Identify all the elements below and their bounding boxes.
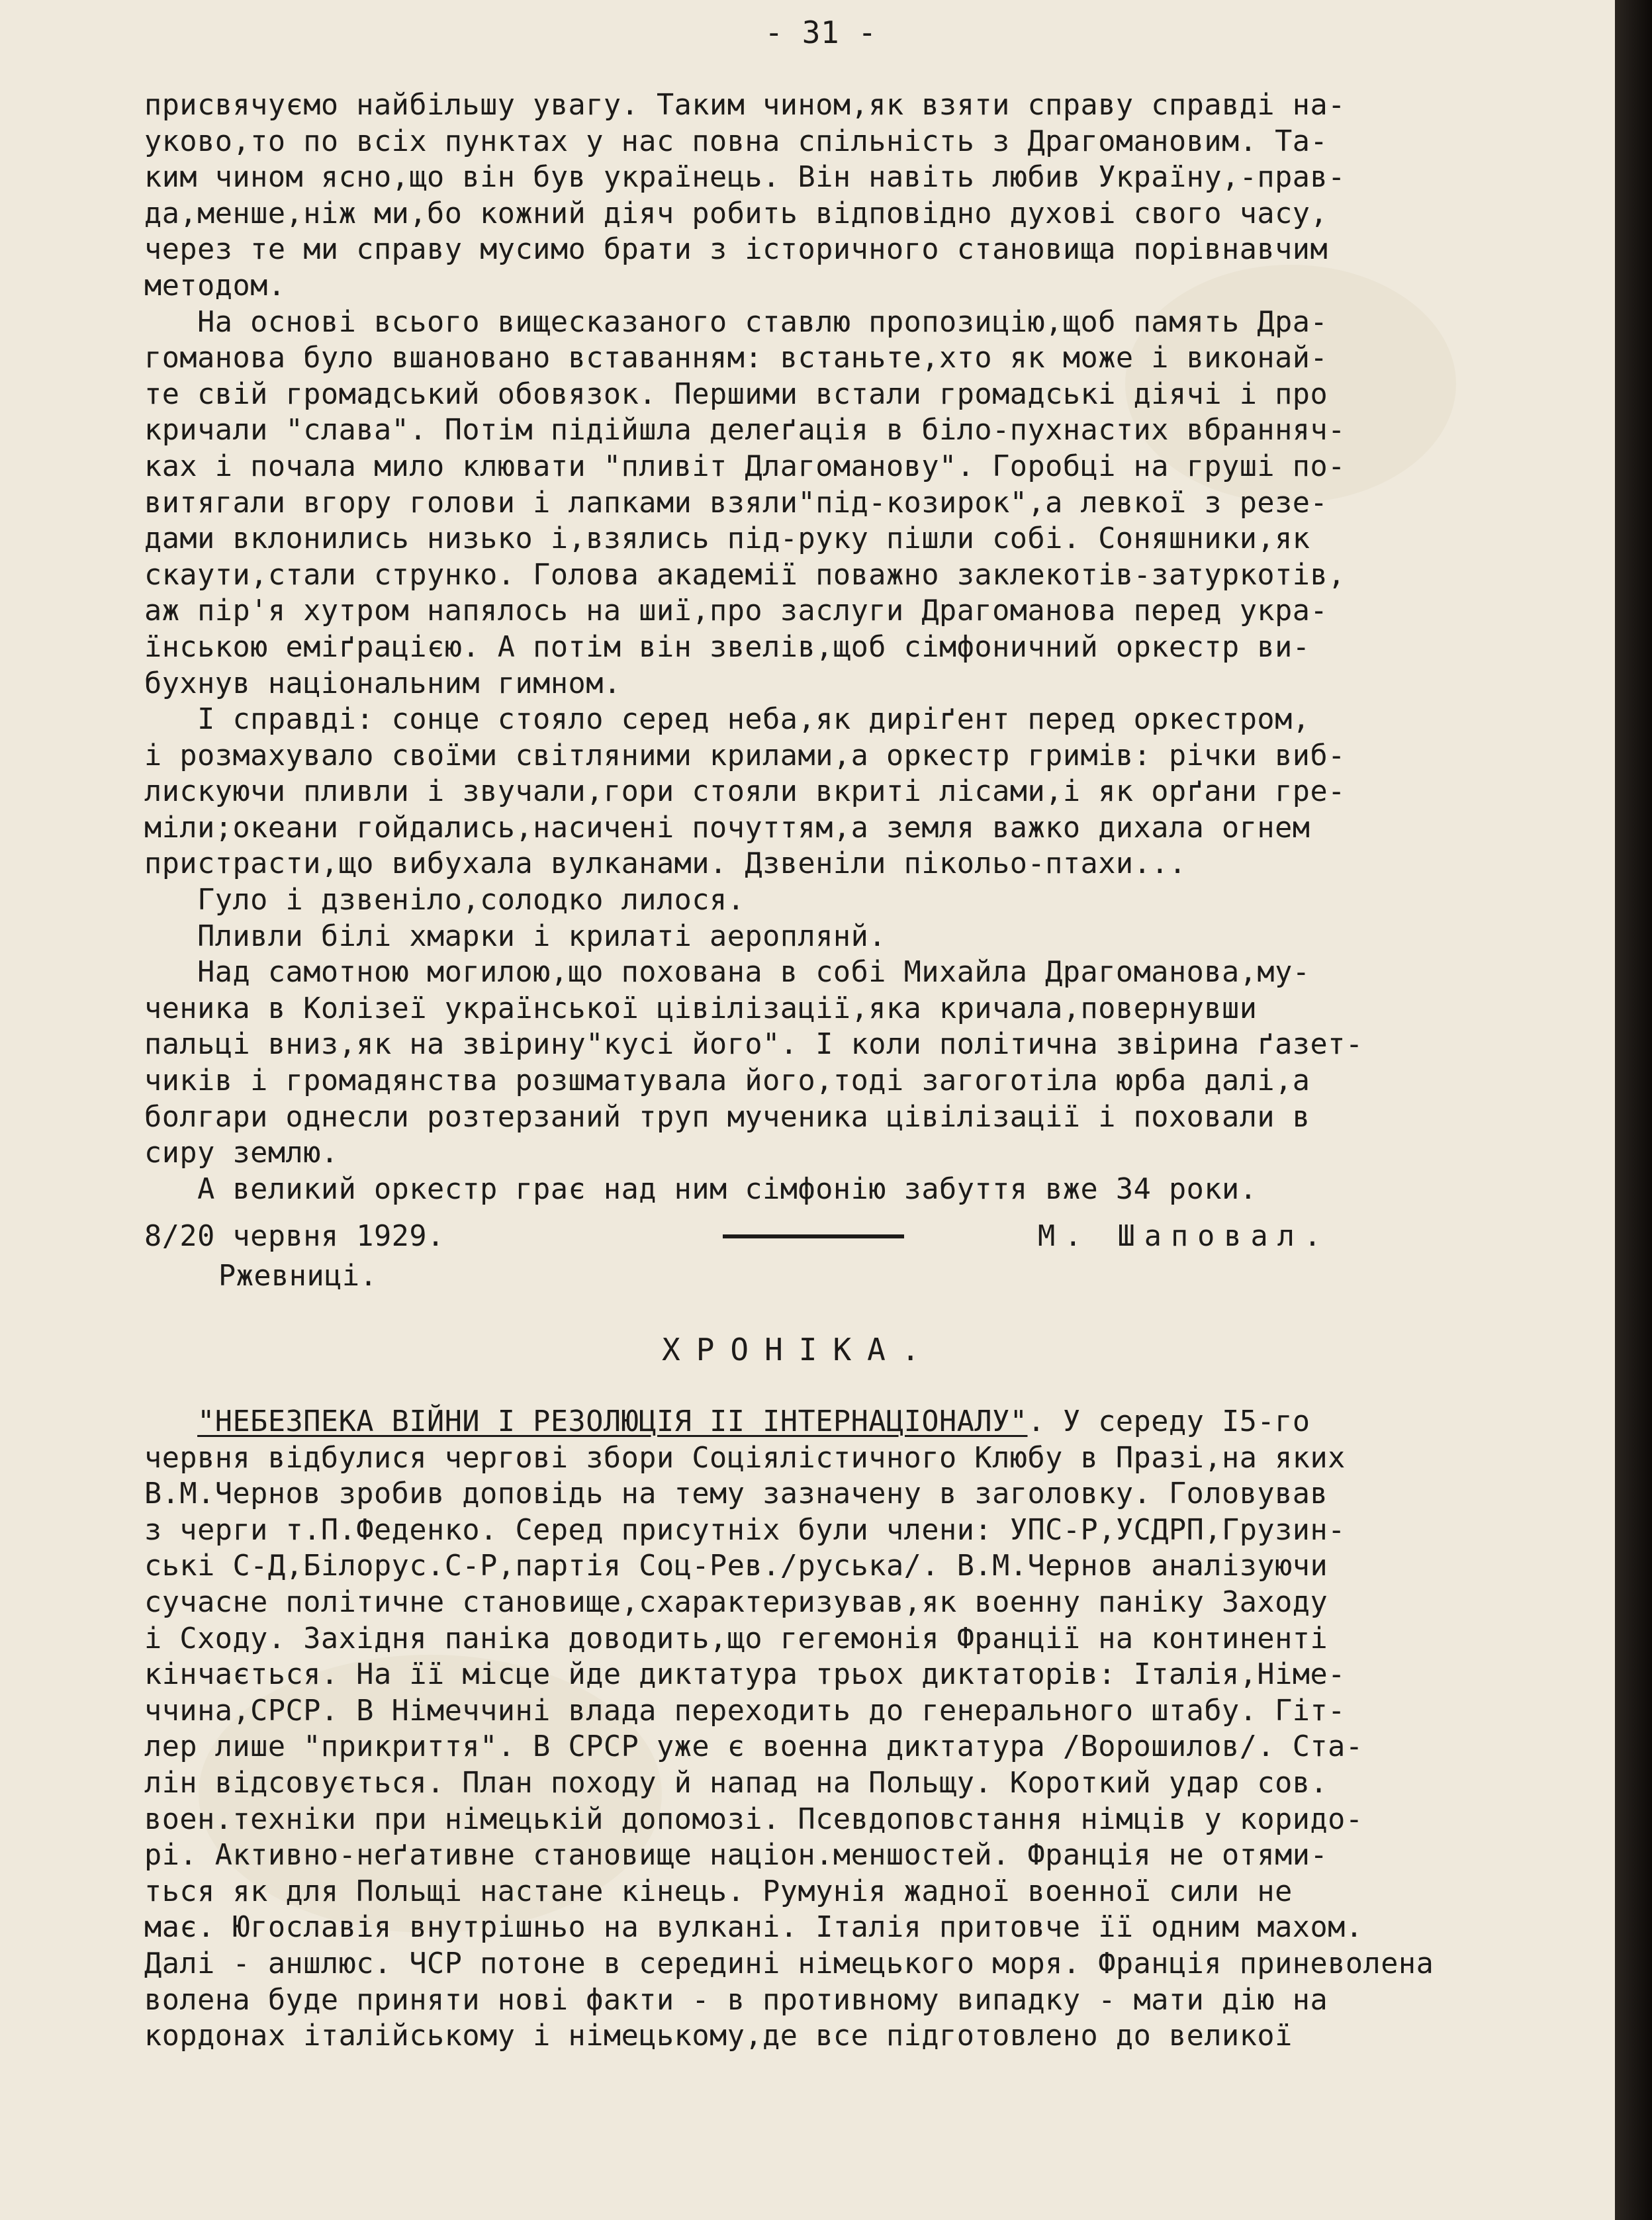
text-line: сиру землю. [144,1136,339,1170]
text-line: ченика в Колізеї української цівілізації,яка кричала,повернувши [144,992,1258,1025]
text-line: з черги т.П.Феденко. Серед присутніх були члени: УПС-Р,УСДРП,Грузин- [144,1513,1346,1547]
text-line: червня відбулися чергові збори Соціялістичного Клюбу в Празі,на яких [144,1441,1346,1475]
chronicle-first-line [144,1404,1541,1440]
text-line: і Сходу. Західня паніка доводить,що гегемонія Франції на континенті [144,1622,1328,1655]
text-line: І справді: сонце стояло серед неба,як диріґент перед оркестром, [144,703,1310,737]
text-line: пальці вниз,як на звірину"кусі його". І коли політична звірина ґазет- [144,1028,1363,1062]
text-line: те свій громадський обовязок. Першими встали громадські діячі і про [144,377,1328,411]
text-line: присвячуємо найбільшу увагу. Таким чином,як взяти справу справді на- [144,89,1346,122]
text-line: ках і почала мило клювати "пливіт Длагоманову". Горобці на груші по- [144,449,1346,483]
chronicle-text [144,1404,1541,2055]
chronicle-first-line-rest: . У середу І5-го [1027,1405,1310,1438]
text-line: А великий оркестр грає над ним сімфонію забуття вже 34 роки. [144,1172,1258,1206]
text-line: дами вклонились низько і,взялись під-руку пішли собі. Соняшники,як [144,522,1310,556]
signature-date: 8/20 червня 1929. [144,1220,445,1253]
text-line: міли;океани гойдались,насичені почуттям,а земля важко дихала огнем [144,811,1310,845]
page-number: - 31 - [764,15,877,50]
text-line: їнською еміґрацією. А потім він звелів,щоб сімфоничний оркестр ви- [144,630,1310,664]
text-line: болгари однесли розтерзаний труп мученика цівілізації і поховали в [144,1100,1310,1134]
text-line: лін відсовується. План походу й напад на Польщу. Короткий удар сов. [144,1766,1328,1800]
text-line: да,менше,ніж ми,бо кожний діяч робить відповідно духові свого часу, [144,197,1328,230]
signature-block [144,1220,1541,1260]
text-line: скаути,стали струнко. Голова академії поважно заклекотів-затуркотів, [144,558,1346,592]
text-line: витягали вгору голови і лапками взяли"під-козирок",а левкої з резе- [144,486,1328,520]
essay-body [144,87,1541,1207]
text-line: уково,то по всіх пунктах у нас повна спільність з Драгомановим. Та- [144,124,1328,158]
text-line: рі. Активно-неґативне становище націон.меншостей. Франція не отями- [144,1839,1328,1873]
text-line: Пливли білі хмарки і крилаті аероплянй. [144,919,886,953]
text-line: волена буде приняти нові факти - в противному випадку - мати дію на [144,1983,1328,2017]
text-line: лискуючи пливли і звучали,гори стояли вкриті лісами,і як орґани гре- [144,775,1346,809]
text-line: В.М.Чернов зробив доповідь на тему зазначену в заголовку. Головував [144,1477,1328,1511]
text-line: На основі всього вищесказаного ставлю пропозицію,щоб память Дра- [144,305,1328,339]
text-line: кінчається. На її місце йде диктатура трьох диктаторів: Італія,Німе- [144,1658,1346,1692]
chronicle-title: "НЕБЕЗПЕКА ВІЙНИ І РЕЗОЛЮЦІЯ ІІ ІНТЕРНАЦІОНАЛУ" [197,1405,1028,1438]
text-line: сучасне політичне становище,схарактеризував,як военну паніку Заходу [144,1585,1328,1619]
text-line: має. Югославія внутрішньо на вулкані. Італія притовче її одним махом. [144,1911,1363,1945]
text-line: гоманова було вшановано вставанням: встаньте,хто як може і виконай- [144,342,1328,375]
text-line: через те ми справу мусимо брати з історичного становища порівнавчим [144,233,1328,267]
text-line: Гуло і дзвеніло,солодко лилося. [144,884,745,917]
text-line: пристрасти,що вибухала вулканами. Дзвеніли пікольо-птахи... [144,847,1187,881]
book-spine-edge [1615,0,1652,2220]
text-line: Над самотною могилою,що похована в собі Михайла Драгоманова,му- [144,956,1310,990]
signature-place: Ржевниці. [218,1260,378,1293]
text-line: ські С-Д,Білорус.С-Р,партія Соц-Рев./руська/. В.М.Чернов аналізуючи [144,1549,1328,1583]
text-line: ким чином ясно,що він був українець. Він навіть любив Україну,-прав- [144,161,1346,195]
text-line: Далі - аншлюс. ЧСР потоне в середині німецького моря. Франція приневолена [144,1947,1434,1980]
text-line: кричали "слава". Потім підійшла делеґація в біло-пухнастих вбранняч- [144,414,1346,447]
text-line: воен.техніки при німецькій допомозі. Псевдоповстання німців у коридо- [144,1802,1363,1836]
section-heading: ХРОНІКА. [662,1332,936,1367]
text-line: лер лише "прикриття". В СРСР уже є военна диктатура /Ворошилов/. Ста- [144,1730,1363,1764]
text-line: аж пір'я хутром напялось на шиї,про заслуги Драгоманова перед укра- [144,594,1328,628]
text-line: чиків і громадянства розшматувала його,тоді загоготіла юрба далі,а [144,1064,1310,1098]
text-line: бухнув національним гимном. [144,667,621,700]
text-line: ччина,СРСР. В Німеччині влада переходить до генерального штабу. Гіт- [144,1694,1346,1728]
text-line: методом. [144,269,286,302]
signature-author: М. Шаповал. [1038,1220,1331,1253]
text-line: ться як для Польщі настане кінець. Румунія жадної военної сили не [144,1874,1293,1908]
text-line: і розмахувало своїми світляними крилами,а оркестр гримів: річки виб- [144,739,1346,772]
text-line: кордонах італійському і німецькому,де все підготовлено до великої [144,2019,1293,2053]
signature-divider [723,1234,904,1238]
